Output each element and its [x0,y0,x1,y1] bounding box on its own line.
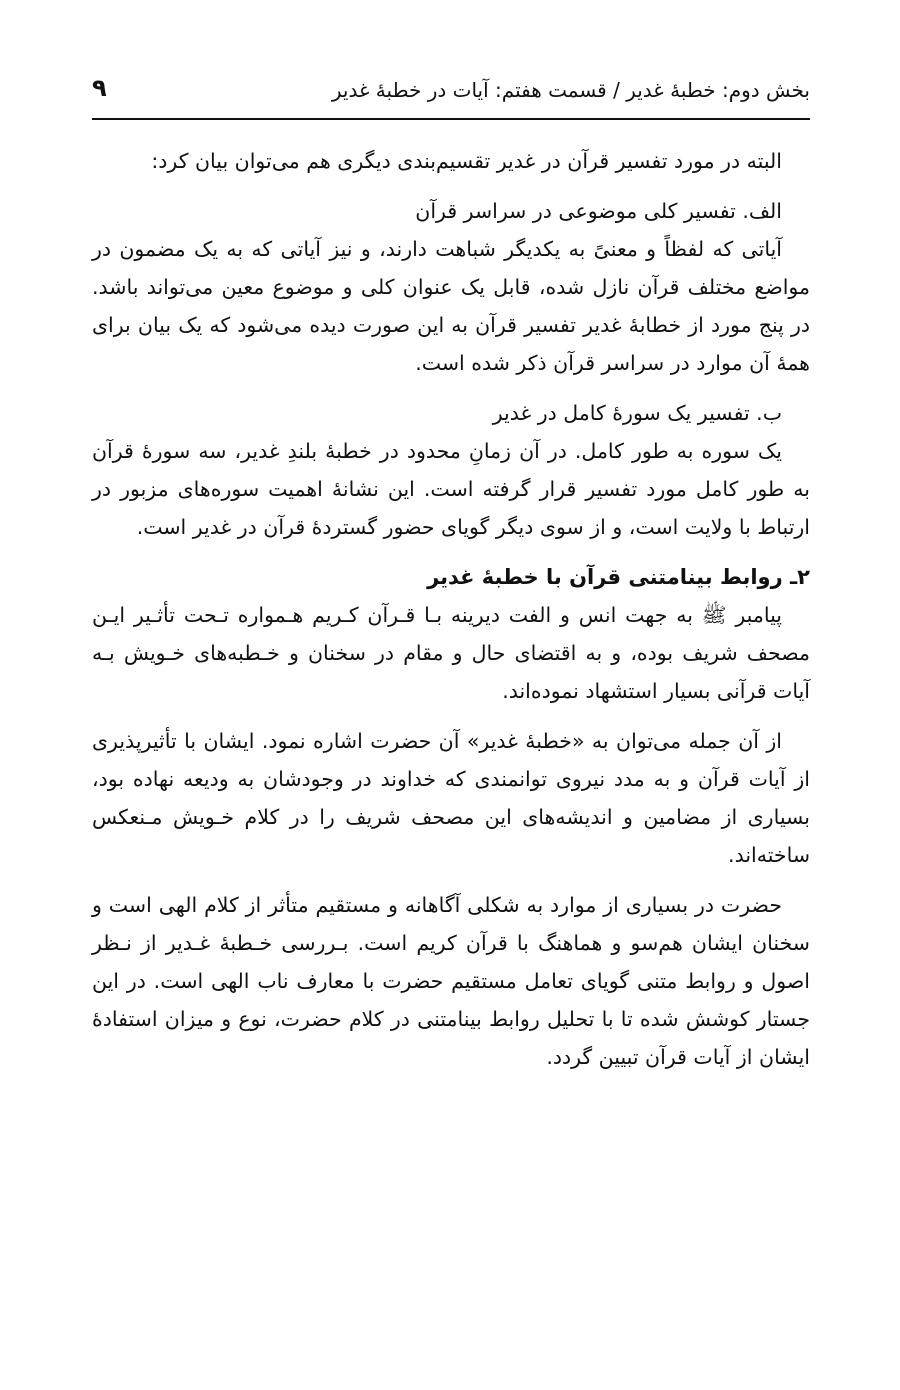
paragraph-be: یک سوره به طور کامل. در آن زمانِ محدود در خطبهٔ بلندِ غدیر، سه سورهٔ قرآن به طور کامل مورد تفسیر قرار گرفته است. این نشانهٔ اهمیت سوره‌های مزبور در ارتباط با ولایت است، و از سوی دیگر گویای حضور گستردهٔ قرآن در غدیر است. [92,439,810,539]
page-number: ۹ [92,74,107,102]
running-header [92,72,810,108]
paragraph-2: از آن جمله می‌توان به «خطبهٔ غدیر» آن حضرت اشاره نمود. ایشان با تأثیرپذیری از آیات قرآن و به مدد نیروی توانمندی که خداوند در وجودشان به ودیعه نهاده بود، بسیاری از مضامین و اندیشه‌های این مصحف شریف را در کلام خـویش مـنعکس ساخته‌اند. [92,729,810,867]
paragraph-alef: آیاتی که لفظاً و معنیً به یکدیگر شباهت دارند، و نیز آیاتی که به یک مضمون در مواضع مختلف قرآن نازل شده، قابل یک عنوان کلی و موضوع معین می‌تواند باشد. در پنج مورد از خطابهٔ غدیر تفسیر قرآن به این صورت دیده می‌شود که یک بیان برای همهٔ آن موارد در سراسر قرآن ذکر شده است. [92,237,810,375]
intro-paragraph: البته در مورد تفسیر قرآن در غدیر تقسیم‌بندی دیگری هم می‌توان بیان کرد: [151,149,782,173]
header-rule [92,118,810,120]
section-heading: ۲ـ روابط بینامتنی قرآن با خطبهٔ غدیر [427,565,810,589]
paragraph-3: حضرت در بسیاری از موارد به شکلی آگاهانه و مستقیم متأثر از کلام الهی است و سخنان ایشان هم‌سو و هماهنگ با قرآن کریم است. بـررسی خـطبهٔ غـدیر از نـظر اصول و روابط متنی گویای تعامل مستقیم حضرت با معارف ناب الهی است. در این جستار کوشش شده تا با تحلیل روابط بینامتنی در کلام حضرت، نوع و میزان استفادهٔ ایشان از آیات قرآن تبیین گردد. [92,893,810,1069]
paragraph-1: پیامبر ﷺ به جهت انس و الفت دیرینه بـا قـرآن کـریم هـمواره تـحت تأثـیر ایـن مصحف شریف بوده، و به اقتضای حال و مقام در سخنان و خـطبه‌های خـویش بـه آیات قرآنی بسیار استشهاد نموده‌اند. [92,603,810,703]
page-body [92,142,810,1076]
subheading-alef: الف. تفسیر کلی موضوعی در سراسر قرآن [415,199,782,223]
running-title: بخش دوم: خطبهٔ غدیر / قسمت هفتم: آیات در خطبهٔ غدیر [331,78,810,102]
subheading-be: ب. تفسیر یک سورهٔ کامل در غدیر [492,401,782,425]
